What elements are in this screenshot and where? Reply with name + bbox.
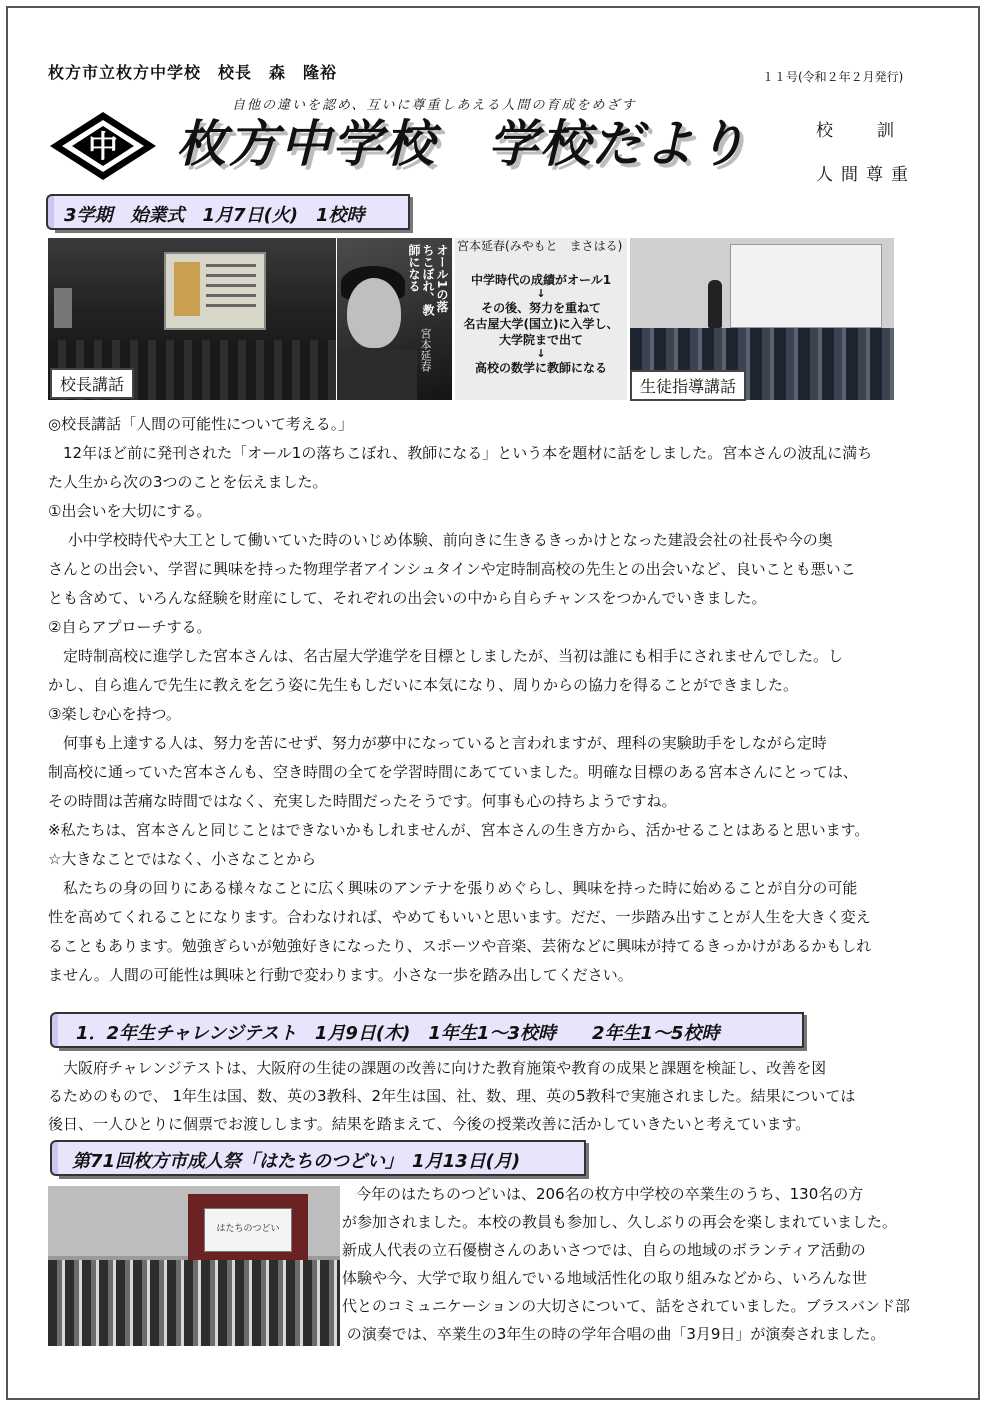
bio-line: 高校の数学に教師になる [474, 361, 607, 375]
body-line: の演奏では、卒業生の3年生の時の学年合唱の曲「3月9日」が演奏されました。 [342, 1325, 886, 1343]
body-line: 性を高めてくれることになります。合わなければ、やめてもいいと思います。だだ、一歩踏み出すことが人生を大きく変え [48, 908, 871, 926]
body-line: た人生から次の3つのことを伝えました。 [48, 473, 328, 491]
school-logo-icon [48, 110, 158, 182]
section-banner-opening-ceremony: 3学期 始業式 1月7日(火) 1校時 [52, 194, 410, 230]
down-arrow-icon: ↓ [536, 347, 546, 360]
body-line: その時間は苦痛な時間ではなく、充実した時間だったそうです。何事も心の持ちようですね。 [48, 792, 677, 810]
book-cover-photo [337, 238, 452, 400]
bio-name: 宮本延春(みやもと まさはる) [457, 239, 623, 253]
body-line: 体験や今、大学で取り組んでいる地域活性化の取り組みなどから、いろんな世 [342, 1269, 868, 1287]
body-line: 後日、一人ひとりに個票でお渡しします。結果を踏まえて、今後の授業改善に活かしていきたいと考えています。 [48, 1115, 811, 1133]
body-line: 定時制高校に進学した宮本さんは、名古屋大学進学を目標としましたが、当初は誰にも相手にされませんでした。し [48, 647, 844, 665]
bio-line: 名古屋大学(国立)に入学し、 [463, 317, 619, 331]
book-title: オール1の落ちこぼれ、教師になる [407, 244, 449, 316]
body-line: ません。人間の可能性は興味と行動で変わります。小さな一歩を踏み出してください。 [48, 966, 633, 984]
body-line: 何事も上達する人は、努力を苦にせず、努力が夢中になっていると言われますが、理科の実験助手をしながら定時 [48, 734, 827, 752]
body-line: ることもあります。勉強ぎらいが勉強好きになったり、スポーツや音楽、芸術などに興味が持てるきっかけがあるかもしれ [48, 937, 872, 955]
body-line: ☆大きなことではなく、小さなことから [48, 850, 317, 868]
motto-text: 人間尊重 [816, 165, 916, 185]
body-line: 私たちの身の回りにある様々なことに広く興味のアンテナを張りめぐらし、興味を持った時に始めることが自分の可能 [48, 879, 858, 897]
body-line: ※私たちは、宮本さんと同じことはできないかもしれませんが、宮本さんの生き方から、活かせることはあると思います。 [48, 821, 870, 839]
body-line: 今年のはたちのつどいは、206名の枚方中学校の卒業生のうち、130名の方 [356, 1185, 864, 1203]
caption-student-guidance: 生徒指導講話 [630, 370, 746, 401]
down-arrow-icon: ↓ [536, 287, 546, 300]
ceremony-sign: はたちのつどい [204, 1208, 292, 1252]
body-line: 新成人代表の立石優樹さんのあいさつでは、自らの地域のボランティア活動の [342, 1241, 866, 1259]
body-line: とも含めて、いろんな経験を財産にして、それぞれの出会いの中から自らチャンスをつかんでいきました。 [48, 589, 767, 607]
section-banner-coming-of-age: 第71回枚方市成人祭「はたちのつどい」 1月13日(月) [56, 1140, 586, 1176]
body-line: 大阪府チャレンジテストは、大阪府の生徒の課題の改善に向けた教育施策や教育の成果と課題を検証し、改善を図 [48, 1059, 827, 1077]
logo-glyph: 中 [88, 130, 118, 165]
body-line: さんとの出会い、学習に興味を持った物理学者アインシュタインや定時制高校の先生との出会いなど、良いことも悪いこ [48, 560, 856, 578]
section-banner-challenge-test: 1．2年生チャレンジテスト 1月9日(木) 1年生1～3校時 2年生1～5校時 [56, 1012, 804, 1048]
book-author: 宮本延春 [419, 328, 432, 372]
body-line: が参加されました。本校の教員も参加し、久しぶりの再会を楽しまれていました。 [342, 1213, 898, 1231]
body-line: ③楽しむ心を持つ。 [48, 705, 181, 723]
body-line: ◎校長講話「人間の可能性について考える。」 [48, 415, 354, 433]
author-bio-box [455, 238, 627, 400]
bio-line: 大学院まで出て [498, 333, 583, 347]
newsletter-title: 枚方中学校 学校だより [176, 115, 748, 173]
body-line: ②自らアプローチする。 [48, 618, 212, 636]
bio-line: 中学時代の成績がオール1 [470, 273, 612, 287]
motto-label: 校訓 [816, 121, 938, 141]
bio-line: その後、努力を重ねて [481, 301, 601, 315]
body-line: 代とのコミュニケーションの大切さについて、話をされていました。ブラスバンド部 [342, 1297, 911, 1315]
body-line: 12年ほど前に発刊された「オール1の落ちこぼれ、教師になる」という本を題材に話をしました。宮本さんの波乱に満ち [48, 444, 873, 462]
body-line: かし、自ら進んで先生に教えを乞う姿に先生もしだいに本気になり、周りからの協力を得ることができました。 [48, 676, 799, 694]
coming-of-age-ceremony-photo [48, 1186, 340, 1346]
school-principal-line: 枚方市立枚方中学校 校長 森 隆裕 [48, 63, 338, 82]
body-line: るためのもので、 1年生は国、数、英の3教科、2年生は国、社、数、理、英の5教科で実施されました。結果については [48, 1087, 856, 1105]
issue-number: １１号(令和２年２月発行) [762, 70, 904, 84]
caption-principal-lecture: 校長講話 [50, 368, 134, 399]
school-slogan: 自他の違いを認め、互いに尊重しあえる人間の育成をめざす [232, 98, 637, 113]
body-line: ①出会いを大切にする。 [48, 502, 212, 520]
body-line: 小中学校時代や大工として働いていた時のいじめ体験、前向きに生きるきっかけとなった建設会社の社長や今の奥 [48, 531, 833, 549]
body-line: 制高校に通っていた宮本さんも、空き時間の全てを学習時間にあてていました。明確な目標のある宮本さんにとっては、 [48, 763, 858, 781]
